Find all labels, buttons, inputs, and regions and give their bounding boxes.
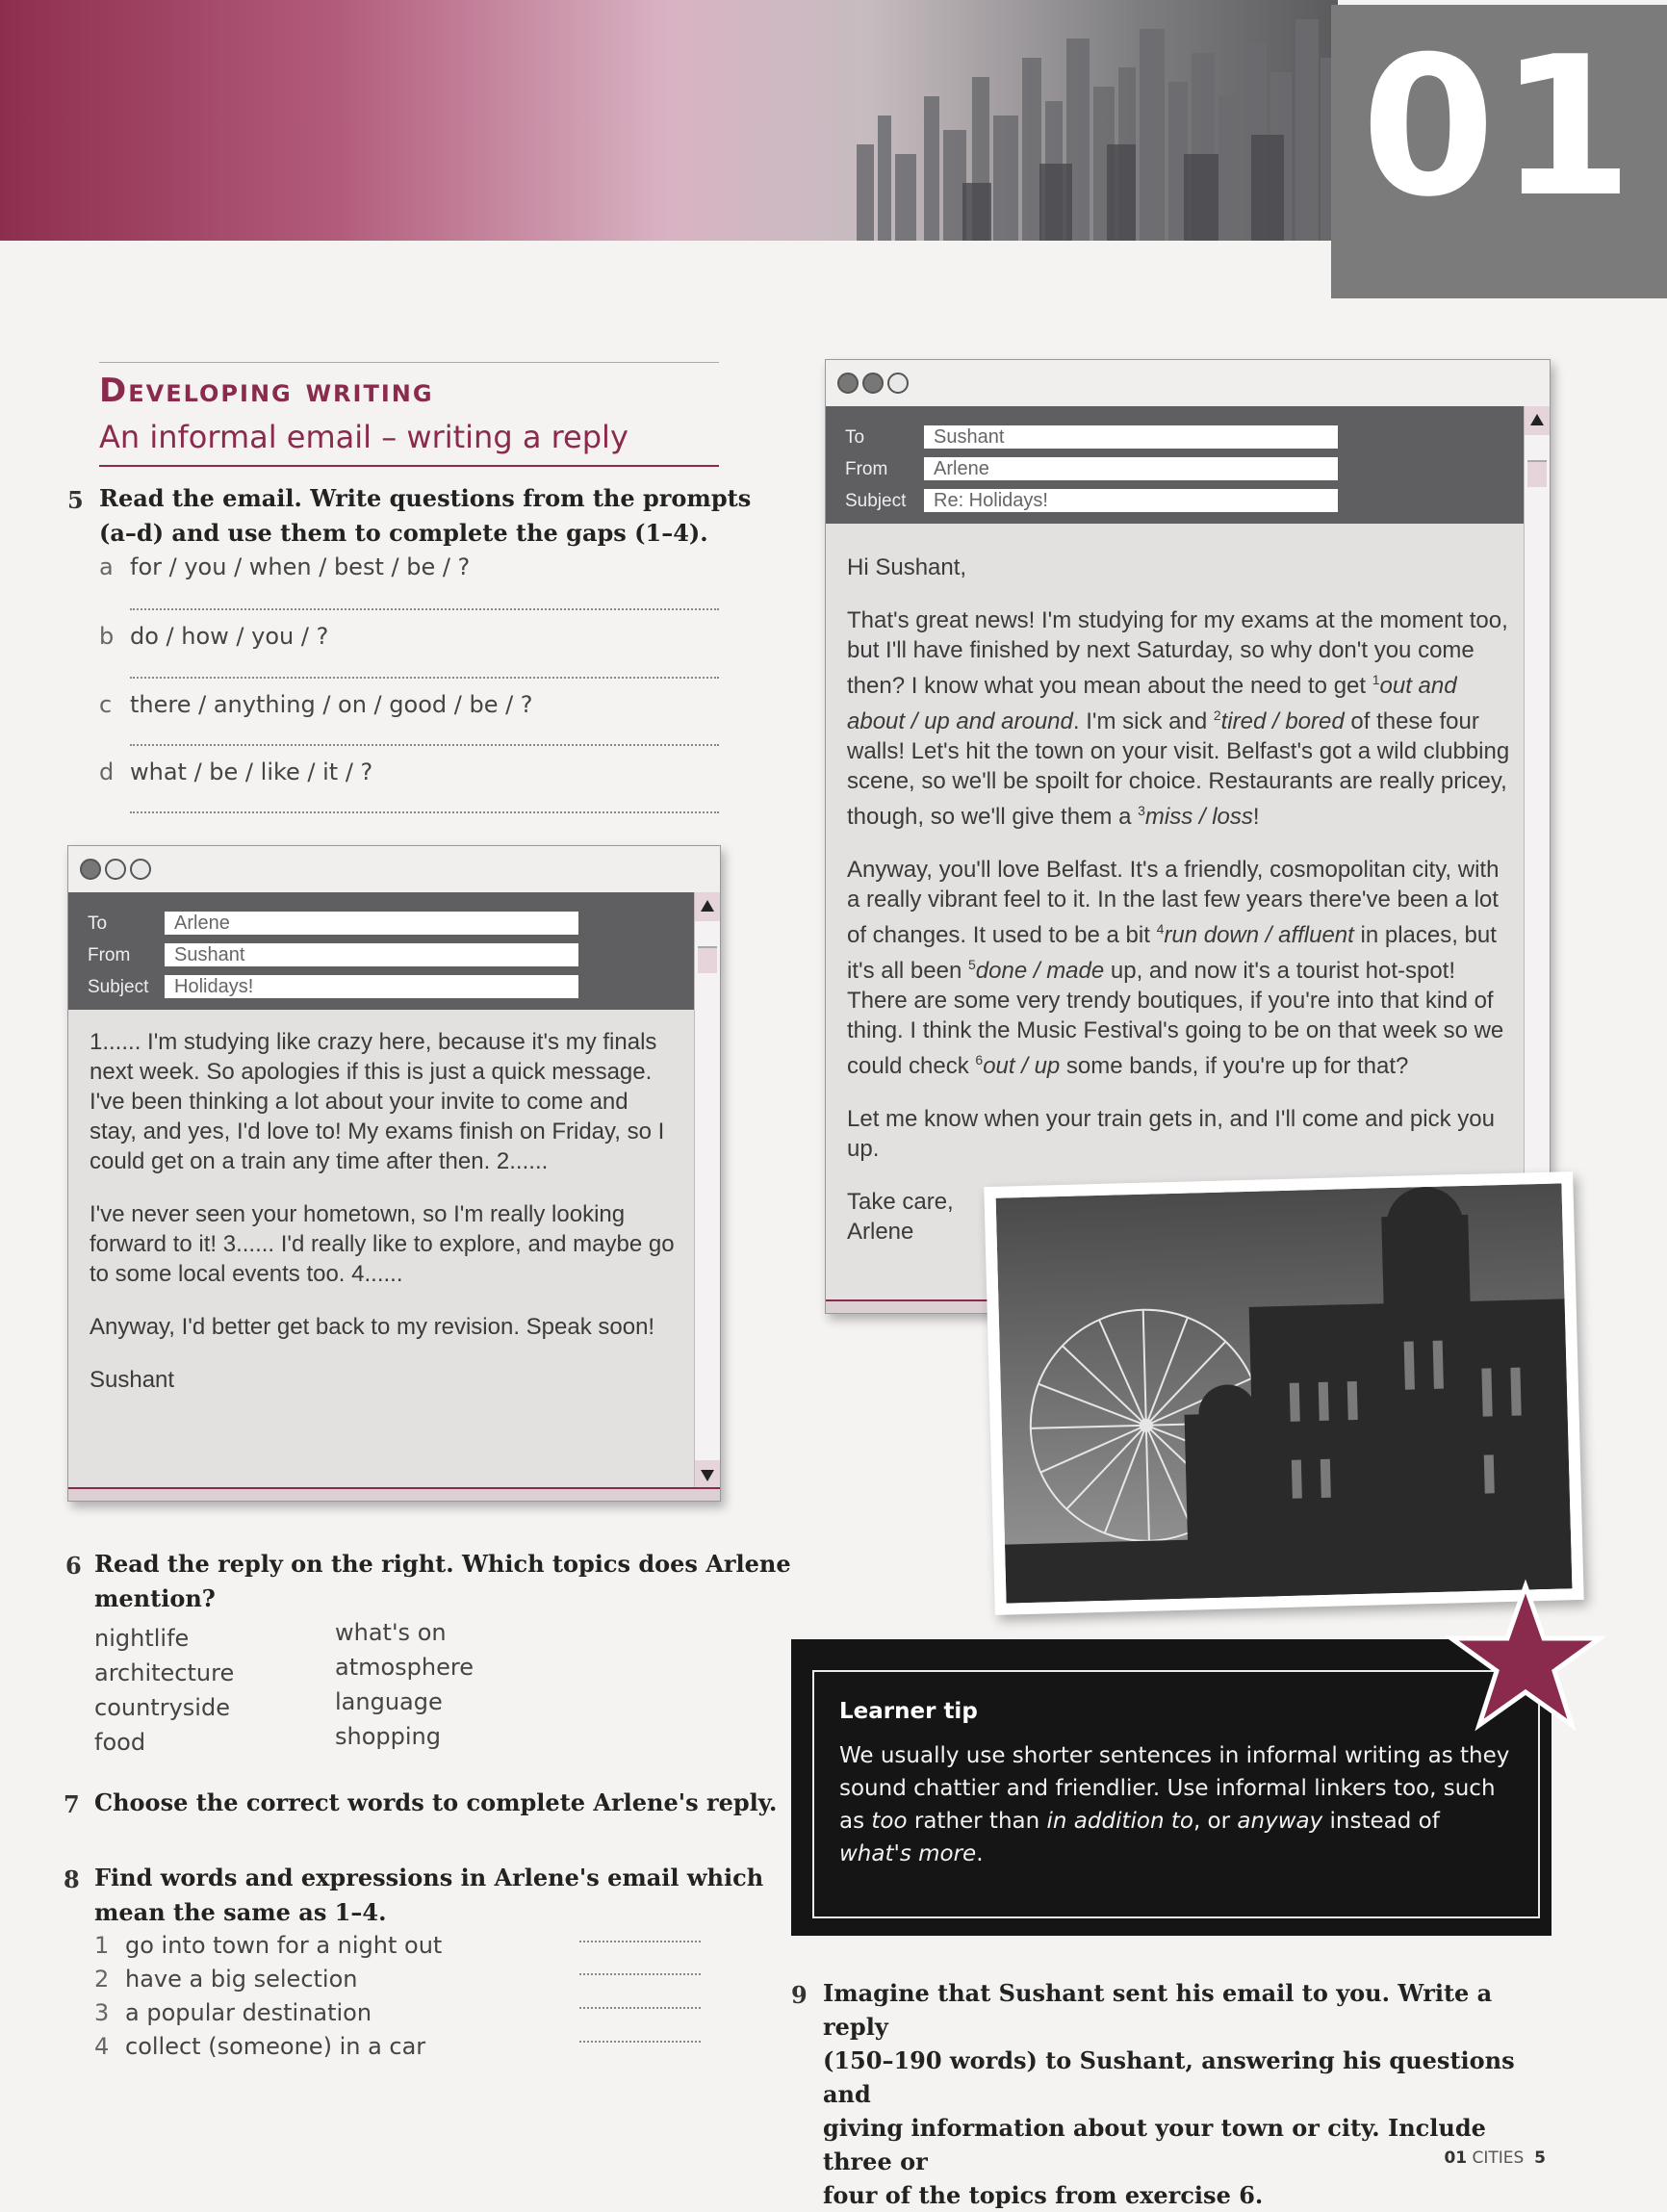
- belfast-city-hall-image: [996, 1183, 1573, 1603]
- unit-number-box: [1331, 5, 1667, 298]
- email-signoff: Take care,: [847, 1189, 954, 1215]
- heading-rule: [99, 362, 719, 363]
- exercise-8-items: [94, 1929, 442, 2064]
- arrow-up-icon: [1530, 414, 1544, 425]
- item-letter: c: [99, 691, 113, 718]
- email-paragraph: 1...... I'm studying like crazy here, because it's my finals next week. So apologies if this is just a quick message. I've been thinking a lot about your invite to come and stay, and yes, I'd love to! My exams finish on Friday, so I could get on a train any time after then. 2......: [90, 1029, 665, 1174]
- window-minimize-icon[interactable]: [862, 373, 884, 394]
- exercise-7-number: 7: [64, 1790, 80, 1818]
- topic-item: architecture: [94, 1659, 235, 1686]
- section-subtitle: An informal email – writing a reply: [99, 419, 628, 455]
- window-bottom-bar: [68, 1487, 720, 1501]
- answer-option-6[interactable]: out / up: [983, 1053, 1061, 1079]
- item-letter: b: [99, 623, 115, 650]
- scroll-up-button[interactable]: [1525, 406, 1550, 435]
- email-body: [90, 1027, 677, 1418]
- topic-item: what's on: [335, 1619, 447, 1646]
- exercise-8-number: 8: [64, 1865, 80, 1893]
- scrollbar[interactable]: [694, 892, 720, 1489]
- answer-line-a[interactable]: [130, 608, 719, 610]
- from-label: From: [845, 459, 888, 479]
- exercise-5-number: 5: [67, 486, 84, 514]
- scroll-up-button[interactable]: [695, 892, 720, 921]
- unit-number: 01: [1361, 15, 1637, 240]
- window-maximize-icon[interactable]: [887, 373, 909, 394]
- topics-column-1: [94, 1621, 234, 1760]
- exercise-7-instruction: Choose the correct words to complete Arlene's reply.: [94, 1788, 778, 1816]
- scroll-down-button[interactable]: [695, 1460, 720, 1489]
- exercise-5-item-b: [99, 623, 328, 650]
- email-paragraph: Anyway, I'd better get back to my revision. Speak soon!: [90, 1314, 655, 1340]
- learner-tip-title: Learner tip: [839, 1699, 978, 1724]
- window-close-icon[interactable]: [837, 373, 859, 394]
- topic-item: food: [94, 1729, 146, 1756]
- heading-underline: [99, 465, 719, 467]
- topic-item: shopping: [335, 1723, 441, 1750]
- topic-item: language: [335, 1688, 443, 1715]
- item-prompt: there / anything / on / good / be / ?: [130, 691, 533, 718]
- scrollbar[interactable]: [1524, 406, 1550, 1301]
- learner-tip-frame: [812, 1670, 1540, 1918]
- subject-field[interactable]: Holidays!: [165, 975, 578, 998]
- to-field[interactable]: Arlene: [165, 912, 578, 935]
- email-paragraph: I've never seen your hometown, so I'm really looking forward to it! 3...... I'd really like to explore, and maybe go to some local events too. 4......: [90, 1201, 675, 1287]
- answer-option-4[interactable]: run down / affluent: [1164, 922, 1354, 948]
- item-letter: a: [99, 553, 114, 580]
- exercise-9-number: 9: [791, 1981, 808, 2009]
- email-window-arlene: [825, 359, 1551, 1314]
- exercise-8-item: 4 collect (someone) in a car: [94, 2033, 426, 2060]
- window-maximize-icon[interactable]: [130, 859, 151, 880]
- email-header: [826, 406, 1525, 524]
- email-header: [68, 892, 695, 1010]
- subject-field[interactable]: Re: Holidays!: [924, 489, 1338, 512]
- exercise-5-instruction-2: (a–d) and use them to complete the gaps (1–4).: [99, 519, 708, 547]
- answer-line-d[interactable]: [130, 811, 719, 813]
- exercise-5-instruction-1: Read the email. Write questions from the prompts: [99, 484, 752, 512]
- subject-label: Subject: [845, 491, 907, 511]
- item-prompt: do / how / you / ?: [130, 623, 329, 650]
- exercise-9-instruction: Imagine that Sushant sent his email to you. Write a reply (150–190 words) to Sushant, answering his questions and giving information about your town or city. Include three or four of the topics from exercise 6.: [823, 1979, 1515, 2209]
- window-titlebar: [826, 360, 1550, 408]
- arrow-up-icon: [701, 900, 714, 912]
- to-label: To: [88, 913, 108, 934]
- exercise-8-item: 2 have a big selection: [94, 1966, 358, 1993]
- scroll-grip[interactable]: [698, 946, 717, 973]
- answer-option-1[interactable]: out and about / up and around: [847, 673, 1457, 734]
- answer-line-3[interactable]: [579, 2007, 701, 2009]
- exercise-5-item-c: [99, 691, 533, 718]
- answer-option-5[interactable]: done / made: [975, 958, 1105, 984]
- from-field[interactable]: Arlene: [924, 457, 1338, 480]
- exercise-6-number: 6: [65, 1552, 82, 1580]
- topic-item: countryside: [94, 1694, 230, 1721]
- window-minimize-icon[interactable]: [105, 859, 126, 880]
- answer-option-3[interactable]: miss / loss: [1144, 804, 1253, 830]
- exercise-5-item-a: [99, 553, 470, 580]
- answer-line-b[interactable]: [130, 677, 719, 679]
- answer-line-c[interactable]: [130, 744, 719, 746]
- learner-tip-box: [791, 1639, 1552, 1936]
- email-signature: Arlene: [847, 1219, 914, 1245]
- from-field[interactable]: Sushant: [165, 943, 578, 966]
- answer-line-2[interactable]: [579, 1973, 701, 1975]
- to-field[interactable]: Sushant: [924, 425, 1338, 449]
- arrow-down-icon: [701, 1470, 714, 1481]
- item-letter: d: [99, 759, 115, 785]
- page-number: 5: [1534, 2148, 1546, 2168]
- exercise-5-item-d: [99, 759, 372, 785]
- subject-label: Subject: [88, 977, 149, 997]
- page-footer: [1444, 2148, 1546, 2168]
- section-title: Developing writing: [99, 372, 434, 410]
- topics-column-2: [335, 1615, 474, 1754]
- item-prompt: what / be / like / it / ?: [130, 759, 373, 785]
- item-prompt: for / you / when / best / be / ?: [130, 553, 471, 580]
- exercise-8-instruction-1: Find words and expressions in Arlene's email which: [94, 1864, 764, 1891]
- learner-tip-text: We usually use shorter sentences in informal writing as they sound chattier and friendlier. Use informal linkers too, such as too rather than in addition to, or anyway instead of what's more.: [839, 1743, 1510, 1866]
- email-signature: Sushant: [90, 1367, 175, 1393]
- answer-option-2[interactable]: tired / bored: [1220, 708, 1345, 734]
- to-label: To: [845, 427, 865, 448]
- exercise-6-instruction-2: mention?: [94, 1584, 216, 1612]
- email-window-sushant: [67, 845, 721, 1502]
- from-label: From: [88, 945, 131, 965]
- topic-item: atmosphere: [335, 1654, 474, 1681]
- email-greeting: Hi Sushant,: [847, 554, 967, 580]
- scroll-grip[interactable]: [1527, 460, 1547, 487]
- footer-unit: 01: [1444, 2148, 1468, 2168]
- email-paragraph: Anyway, you'll love Belfast. It's a friendly, cosmopolitan city, with a really vibrant feel to it. In the last few years there've been a lot of changes. It used to be a bit $^4$run down / affluent in places, but it's all been $^5$done / made up, and now it's a tourist hot-spot! There are some very trendy boutiques, if you're into that kind of thing. I think the Music Festival's going to be on that week so we could check $^6$out / up some bands, if you're up for that?: [847, 857, 1504, 1079]
- email-body: [847, 553, 1511, 1247]
- answer-line-1[interactable]: [579, 1941, 701, 1942]
- exercise-8-instruction-2: mean the same as 1–4.: [94, 1898, 387, 1926]
- topic-item: nightlife: [94, 1625, 190, 1652]
- answer-line-4[interactable]: [579, 2041, 701, 2043]
- exercise-8-item: 1 go into town for a night out: [94, 1932, 443, 1959]
- email-paragraph: That's great news! I'm studying for my exams at the moment too, but I'll have finished by next Saturday, so why don't you come then? I know what you mean about the need to get $^1$out and about / up and around. I'm sick and $^2$tired / bored of these four walls! Let's hit the town on your visit. Belfast's got a wild clubbing scene, so we'll be spoilt for choice. Restaurants are really pricey, though, so we'll give them a $^3$miss / loss!: [847, 607, 1510, 830]
- window-close-icon[interactable]: [80, 859, 101, 880]
- star-icon: [1444, 1579, 1607, 1742]
- belfast-photo: [984, 1171, 1583, 1615]
- footer-label: CITIES: [1472, 2148, 1525, 2168]
- exercise-8-item: 3 a popular destination: [94, 1999, 372, 2026]
- city-skyline-image: [818, 0, 1338, 241]
- window-titlebar: [68, 846, 720, 894]
- exercise-6-instruction-1: Read the reply on the right. Which topics does Arlene: [94, 1550, 791, 1578]
- email-paragraph: Let me know when your train gets in, and I'll come and pick you up.: [847, 1106, 1495, 1162]
